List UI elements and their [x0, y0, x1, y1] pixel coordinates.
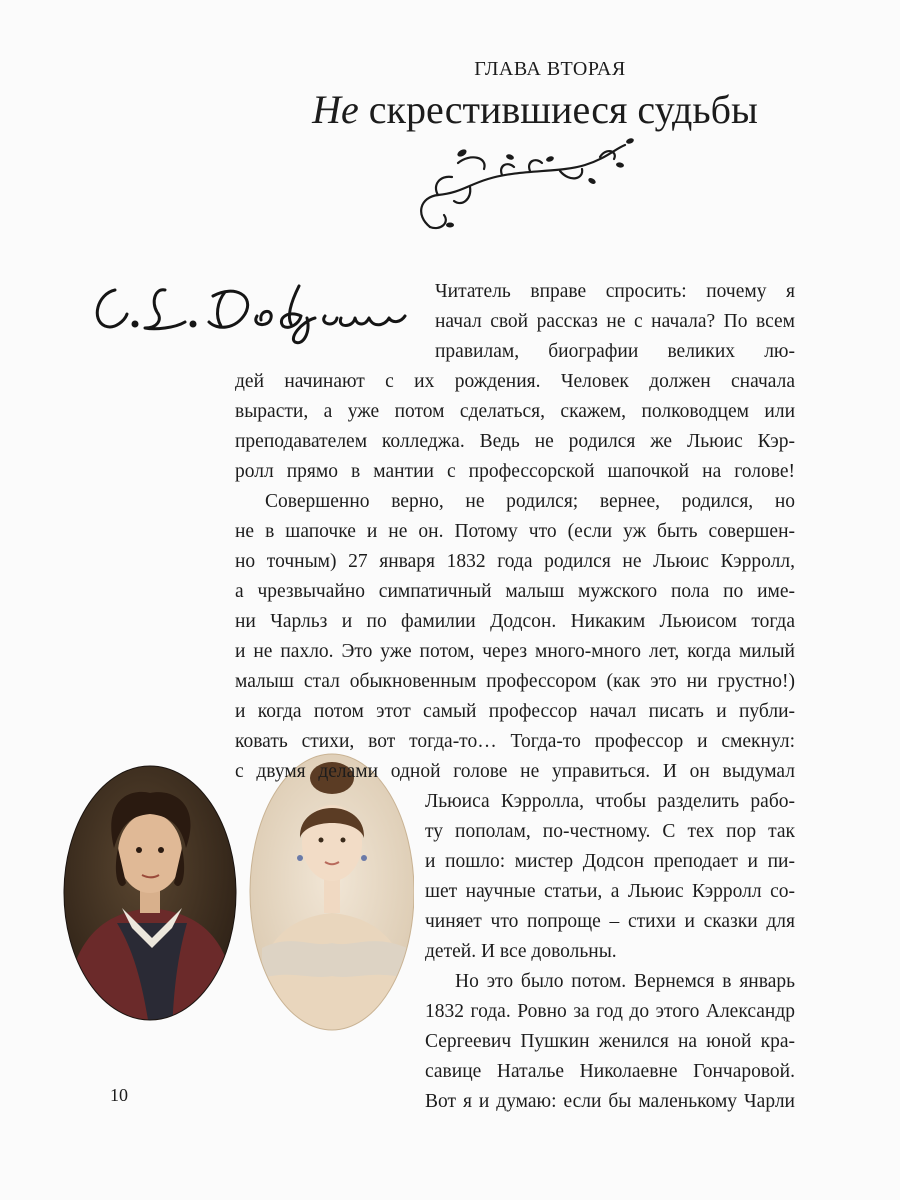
text-line: чиняет что попроще – стихи и сказки для — [425, 911, 795, 932]
text-line: преподавателем колледжа. Ведь не родился же Льюис Кэр- — [235, 431, 795, 452]
text-line: не в шапочке и не он. Потому что (если уж быть совершен- — [235, 521, 795, 542]
text-line: 1832 года. Ровно за год до этого Александр — [425, 1001, 795, 1022]
page-number: 10 — [110, 1085, 128, 1105]
text-line: ни Чарльз и по фамилии Додсон. Никаким Льюисом тогда — [235, 611, 795, 632]
text-line: Льюиса Кэрролла, чтобы разделить рабо- — [425, 791, 795, 812]
dodgson-signature-icon — [85, 272, 415, 350]
text-line: Сергеевич Пушкин женился на юной кра- — [425, 1031, 795, 1052]
portraits-image — [62, 748, 414, 1033]
text-line: начал свой рассказ не с начала? По всем — [435, 311, 795, 332]
text-line: малыш стал обыкновенным профессором (как это ни грустно!) — [235, 671, 795, 692]
text-line: вырасти, а уже потом сделаться, скажем, полководцем или — [235, 401, 795, 422]
text-line: Совершенно верно, не родился; вернее, родился, но — [265, 491, 795, 512]
text-line: ту пополам, по-честному. С тех пор так — [425, 821, 795, 842]
text-line: и не пахло. Это уже потом, через много-много лет, когда милый — [235, 641, 795, 662]
text-line: правилам, биографии великих лю- — [435, 341, 795, 362]
chapter-title-rest: скрестившиеся судьбы — [358, 87, 758, 132]
text-line: и когда потом этот самый профессор начал писать и публи- — [235, 701, 795, 722]
chapter-title — [310, 80, 760, 140]
text-line: и пошло: мистер Додсон преподает и пи- — [425, 851, 795, 872]
text-line: но точным) 27 января 1832 года родился не Льюис Кэрролл, — [235, 551, 795, 572]
portrait-pushkin — [62, 758, 242, 1033]
text-line: ролл прямо в мантии с профессорской шапочкой на голове! — [235, 461, 795, 482]
text-line: Вот я и думаю: если бы маленькому Чарли — [425, 1091, 795, 1112]
chapter-label: ГЛАВА ВТОРАЯ — [474, 58, 626, 80]
text-line: ковать стихи, вот тогда-то… Тогда-то профессор и смекнул: — [235, 731, 795, 752]
text-line: дей начинают с их рождения. Человек должен сначала — [235, 371, 795, 392]
text-line: Но это было потом. Вернемся в январь — [455, 971, 795, 992]
chapter-title-italic: Не — [312, 87, 359, 132]
vine-ornament-icon — [410, 135, 640, 235]
text-line: а чрезвычайно симпатичный малыш мужского пола по име- — [235, 581, 795, 602]
text-line: детей. И все довольны. — [425, 941, 617, 962]
text-line: Читатель вправе спросить: почему я — [435, 281, 795, 302]
text-line: с двумя делами одной голове не управиться. И он выдумал — [235, 761, 795, 782]
text-line: шет научные статьи, а Льюис Кэрролл со- — [425, 881, 795, 902]
text-line: савице Наталье Николаевне Гончаровой. — [425, 1061, 795, 1082]
